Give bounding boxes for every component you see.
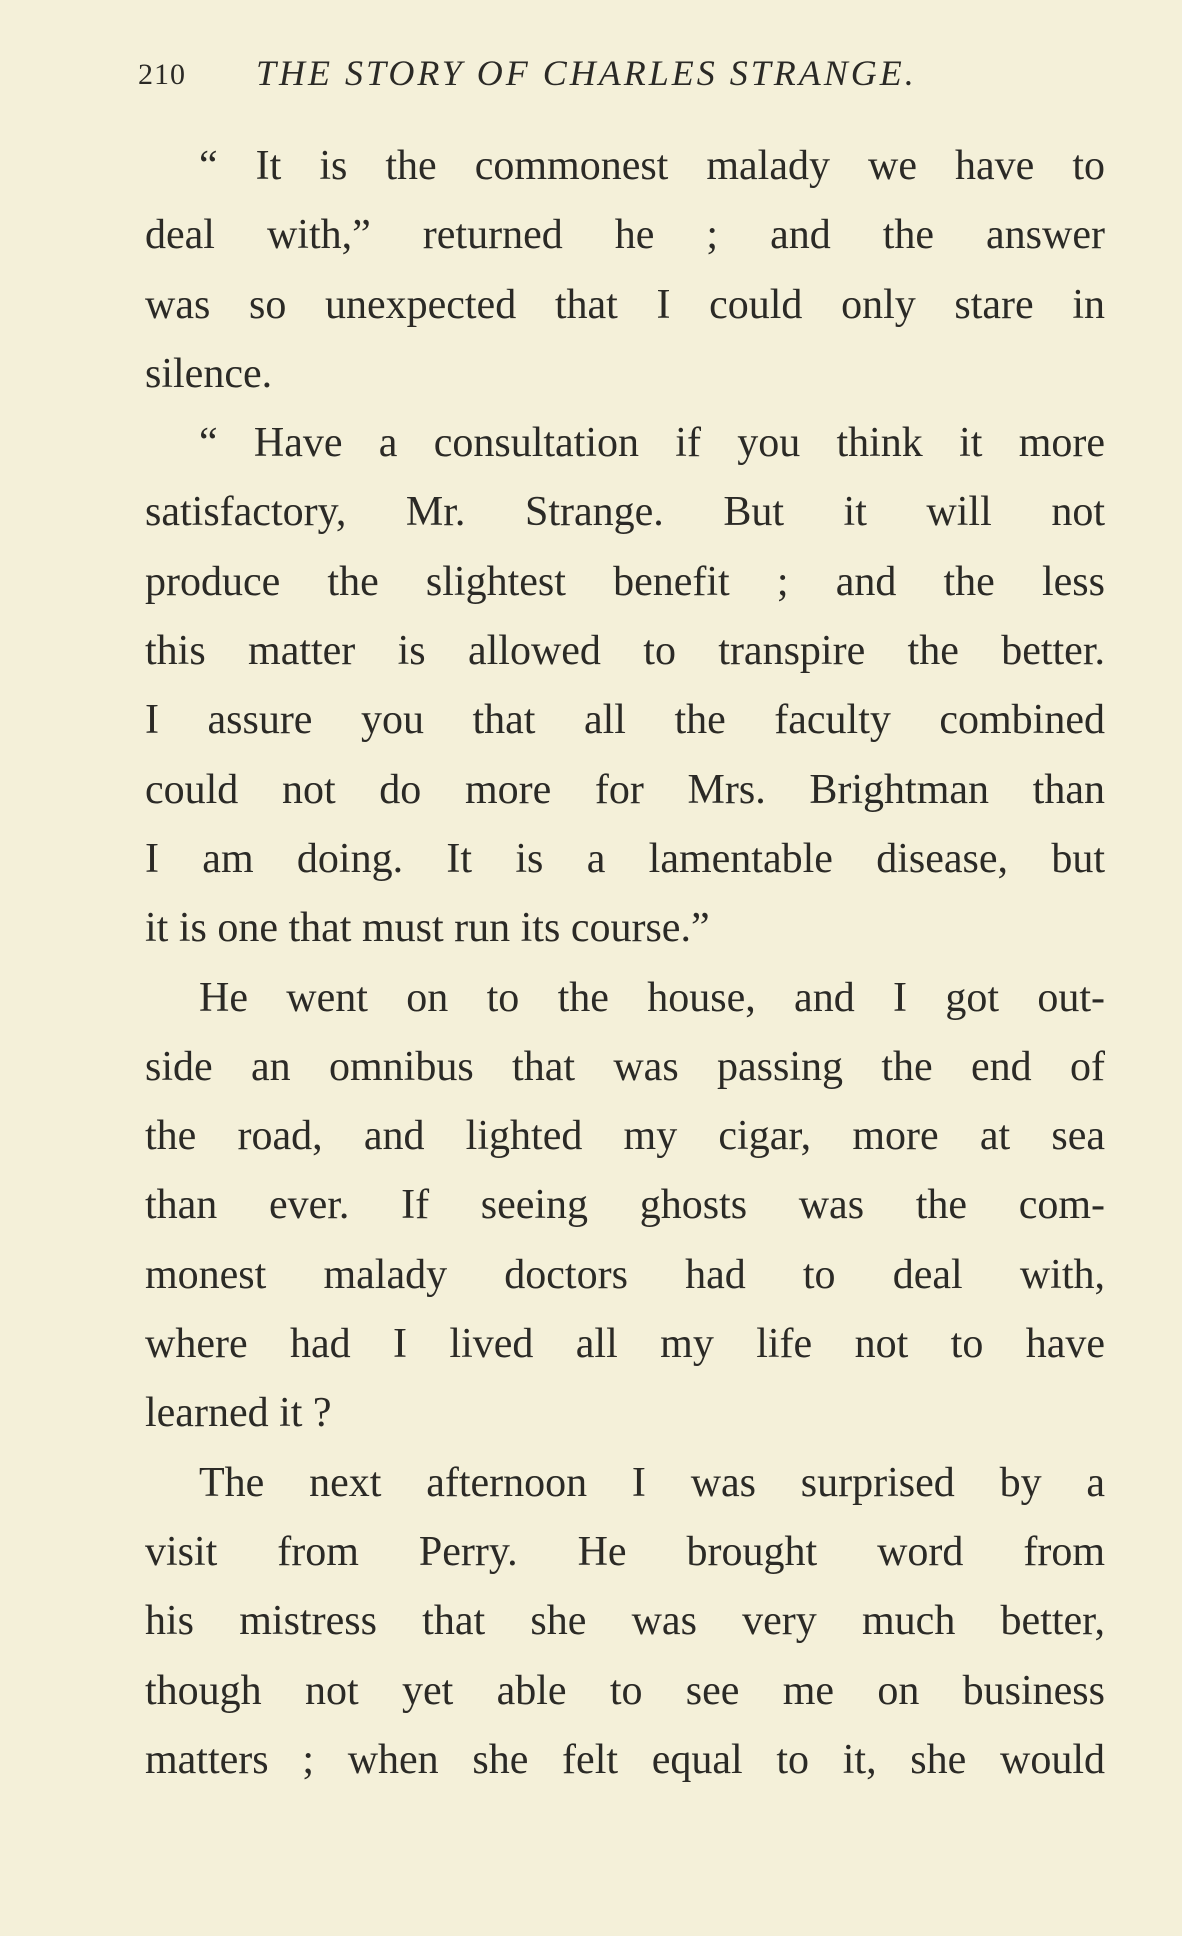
text-line: the road, and lighted my cigar, more at sea bbox=[145, 1113, 1105, 1160]
text-line: could not do more for Mrs. Brightman than bbox=[145, 766, 1105, 813]
text-line: than ever. If seeing ghosts was the com- bbox=[145, 1182, 1105, 1229]
text-line: learned it ? bbox=[145, 1390, 332, 1437]
text-line: his mistress that she was very much better, bbox=[145, 1598, 1105, 1645]
text-line: visit from Perry. He brought word from bbox=[145, 1528, 1105, 1575]
text-line: I am doing. It is a lamentable disease, but bbox=[145, 835, 1105, 882]
text-line: this matter is allowed to transpire the better. bbox=[145, 628, 1105, 675]
text-line: produce the slightest benefit ; and the less bbox=[145, 558, 1105, 605]
text-line: deal with,” returned he ; and the answer bbox=[145, 212, 1105, 259]
text-line: where had I lived all my life not to have bbox=[145, 1321, 1105, 1368]
page-number: 210 bbox=[138, 58, 186, 91]
body-text bbox=[145, 132, 1105, 1795]
text-line: side an omnibus that was passing the end of bbox=[145, 1043, 1105, 1090]
running-title: THE STORY OF CHARLES STRANGE. bbox=[256, 53, 917, 93]
text-line: satisfactory, Mr. Strange. But it will not bbox=[145, 489, 1105, 536]
text-line: though not yet able to see me on business bbox=[145, 1667, 1105, 1714]
text-line: I assure you that all the faculty combined bbox=[145, 697, 1105, 744]
text-line: silence. bbox=[145, 350, 273, 397]
text-line: He went on to the house, and I got out- bbox=[199, 974, 1105, 1021]
text-line: was so unexpected that I could only stare in bbox=[145, 281, 1105, 328]
text-line: The next afternoon I was surprised by a bbox=[199, 1459, 1105, 1506]
text-line: matters ; when she felt equal to it, she would bbox=[145, 1736, 1105, 1783]
text-line: it is one that must run its course.” bbox=[145, 905, 710, 952]
text-line: “ Have a consultation if you think it more bbox=[199, 420, 1105, 467]
text-line: “ It is the commonest malady we have to bbox=[199, 143, 1105, 189]
page-header bbox=[138, 52, 998, 102]
text-line: monest malady doctors had to deal with, bbox=[145, 1251, 1105, 1298]
